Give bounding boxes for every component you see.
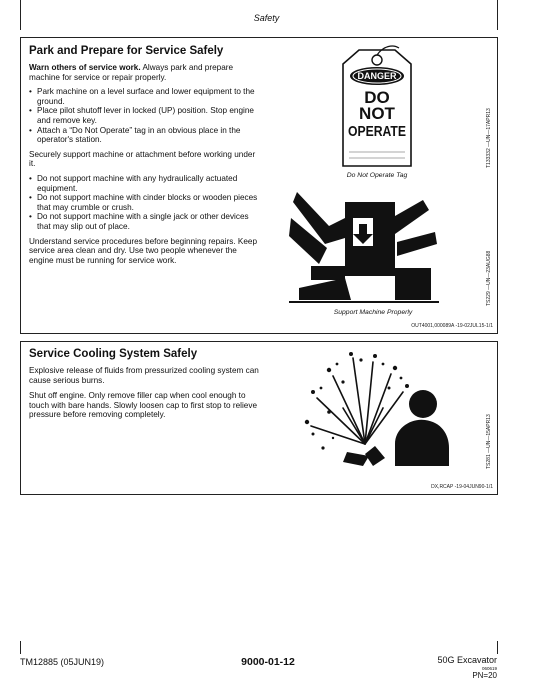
support-machine-caption: Support Machine Properly	[333, 309, 413, 316]
support-paragraph: Securely support machine or attachment before working under it.	[29, 149, 256, 169]
support-bullets	[29, 174, 261, 232]
danger-tag-illustration	[337, 42, 417, 170]
footer-pn: PN=20	[472, 671, 497, 680]
cooling-section	[20, 341, 498, 495]
park-bullets	[29, 87, 261, 145]
understand-paragraph: Understand service procedures before beginning repairs. Keep service area clean and dry. Use two people whenever the engine must be running for service work.	[29, 236, 258, 265]
warn-rest: Always park and prepare machine for service or repair properly.	[29, 63, 234, 82]
cooling-paragraph-1: Explosive release of fluids from pressurized cooling system can cause serious burns.	[29, 366, 259, 385]
support-machine-illustration	[289, 188, 439, 306]
tag-not-text: NOT	[359, 104, 395, 123]
footer-left: TM12885 (05JUN19)	[20, 657, 105, 667]
footer-model: 50G Excavator	[437, 655, 497, 665]
left-bottom-line	[20, 641, 21, 654]
footer-page-number: 9000-01-12	[241, 656, 295, 668]
do-not-operate-caption: Do Not Operate Tag	[346, 172, 408, 179]
right-bottom-line	[497, 641, 498, 654]
list-item: • Do not support machine with any hydraulically actuated equipment.	[29, 174, 261, 193]
warn-paragraph	[29, 63, 261, 82]
tag-operate-text: OPERATE	[348, 123, 406, 140]
support-figure-code: TS229 —UN—23AUG88	[486, 250, 492, 306]
list-item: • Do not support machine with cinder blocks or wooden pieces that may crumble or crush.	[29, 193, 261, 212]
footer-small-code: 060619	[481, 666, 497, 671]
cooling-figure-code: TS281 —UN—15APR13	[486, 414, 492, 469]
park-prepare-title: Park and Prepare for Service Safely	[29, 45, 224, 57]
list-item: • Do not support machine with a single jack or other devices that may slip out of place.	[29, 212, 261, 231]
park-body	[29, 63, 261, 265]
list-item: • Attach a “Do Not Operate” tag in an obvious place in the operator's station.	[29, 126, 261, 145]
cooling-body	[29, 366, 265, 420]
tag-figure-code: T133332 —UN—17APR13	[486, 108, 492, 168]
cooling-title: Service Cooling System Safely	[29, 348, 198, 360]
cooling-reference-code: DX,RCAP -19-04JUN90-1/1	[431, 484, 493, 490]
cooling-paragraph-2: Shut off engine. Only remove filler cap when cool enough to touch with bare hands. Slowly loosen cap to first stop to relieve pressure before removing completely.	[29, 391, 258, 420]
warn-bold: Warn others of service work.	[29, 63, 141, 72]
park-reference-code: OUT4001,000089A -19-02JUL15-1/1	[411, 323, 493, 329]
tag-do-text: DO	[364, 88, 390, 107]
park-prepare-section	[20, 37, 498, 334]
tag-danger-text: DANGER	[357, 71, 397, 81]
section-header: Safety	[253, 13, 280, 23]
pressurized-fluid-illustration	[303, 348, 453, 470]
list-item: • Place pilot shutoff lever in locked (UP) position. Stop engine and remove key.	[29, 106, 261, 125]
list-item: • Park machine on a level surface and lower equipment to the ground.	[29, 87, 261, 106]
